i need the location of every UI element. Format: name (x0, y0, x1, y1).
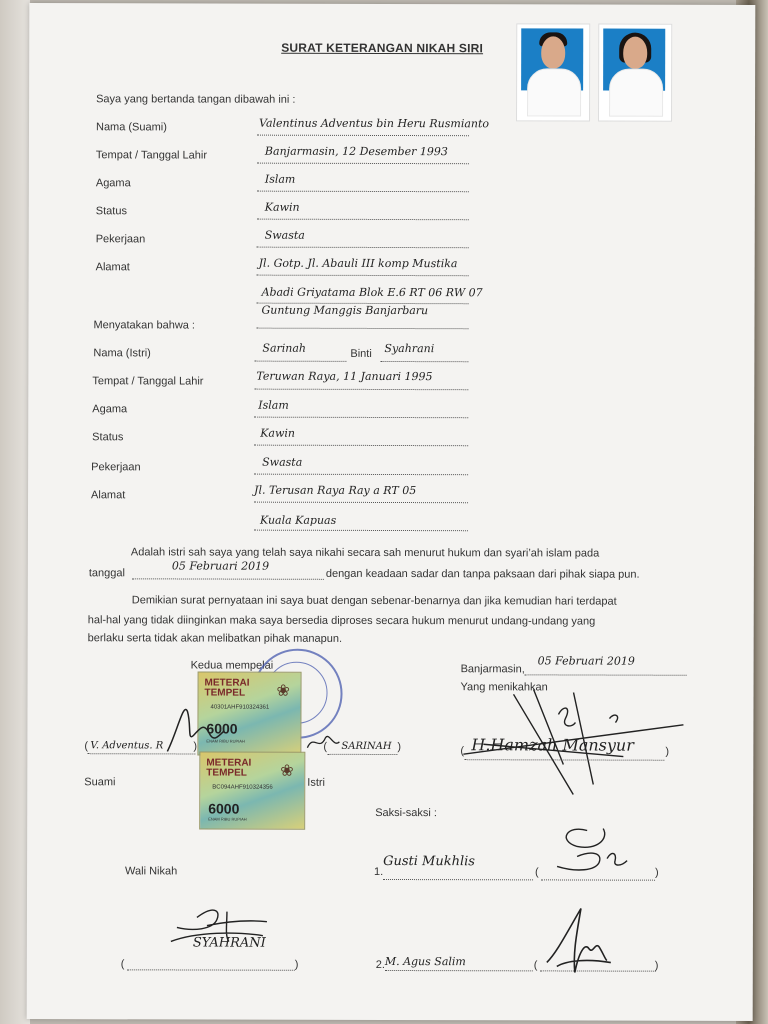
field-line (257, 247, 469, 249)
field-line (254, 417, 468, 419)
document-title: SURAT KETERANGAN NIKAH SIRI (281, 40, 484, 56)
sign-line (383, 879, 533, 880)
sign-line (327, 754, 397, 755)
field-line (257, 163, 469, 165)
field-label: Status (95, 205, 127, 218)
witness-1-signature (547, 820, 637, 876)
wali-signature (167, 901, 277, 961)
paragraph-2-line-3: berlaku serta tidak akan melibatkan pihak manapun. (87, 632, 343, 645)
field-line (257, 219, 469, 221)
handwritten-value: Syahrani (384, 341, 435, 356)
handwritten-value: Islam (264, 172, 296, 186)
date-line (525, 674, 687, 675)
handwritten-value: Kawin (264, 200, 300, 214)
field-line (254, 389, 468, 391)
witness-2-sign-open: ( (533, 959, 538, 972)
meterai-subtext: ENAM RIBU RUPIAH (206, 738, 245, 744)
witness-2-signature (537, 902, 617, 982)
handwritten-date: 05 Februari 2019 (537, 654, 635, 668)
garuda-emblem-icon: ❀ (276, 682, 290, 700)
suami-sign-close: ) (193, 740, 198, 753)
background-left (0, 0, 30, 1024)
handwritten-value: Jl. Terusan Raya Ray a RT 05 (254, 483, 417, 498)
paragraph-1-prefix: tanggal (88, 567, 125, 580)
paragraph-2-line-1: Demikian surat pernyataan ini saya buat dengan sebenar-benarnya dan jika kemudian hari terdapat (131, 594, 617, 608)
field-label: Alamat (91, 489, 126, 502)
istri-sign-name: SARINAH (341, 740, 392, 753)
meterai-serial: 40301AHF910324361 (210, 704, 270, 711)
officiant-name: H.Hamzah Mansyur (471, 735, 634, 755)
suami-sign-open: ( (84, 740, 89, 753)
field-label: Pekerjaan (91, 461, 141, 474)
field-line (254, 445, 468, 447)
handwritten-value: Guntung Manggis Banjarbaru (261, 303, 429, 318)
field-label: Pekerjaan (95, 233, 146, 246)
witness-1-sign-open: ( (535, 866, 539, 879)
istri-sign-close: ) (397, 741, 402, 754)
wali-name: SYAHRANI (192, 935, 266, 951)
wali-sign-close: ) (294, 958, 299, 971)
place-label: Banjarmasin, (460, 663, 525, 676)
witness-2-name: M. Agus Salim (384, 954, 466, 969)
date-line (132, 578, 324, 580)
witness-1-sign-close: ) (655, 866, 659, 879)
istri-sign-open: ( (323, 740, 328, 753)
field-line (380, 361, 468, 362)
witness-1-name: Gusti Mukhlis (383, 853, 475, 870)
suami-label: Suami (84, 776, 116, 789)
field-line (257, 135, 469, 137)
sign-line (127, 969, 295, 970)
paragraph-1-suffix: dengan keadaan sadar dan tanpa paksaan dari pihak siapa pun. (325, 567, 640, 581)
field-line (254, 474, 468, 476)
field-line (254, 530, 468, 532)
handwritten-value: Kuala Kapuas (259, 513, 337, 527)
photo-wife (598, 24, 672, 122)
yang-menikahkan-label: Yang menikahkan (460, 681, 548, 694)
garuda-emblem-icon: ❀ (280, 762, 294, 780)
suami-sign-name: V. Adventus. R (90, 740, 164, 752)
field-label: Agama (95, 177, 131, 190)
intro-text: Saya yang bertanda tangan dibawah ini : (96, 93, 296, 106)
handwritten-value: Sarinah (262, 341, 307, 355)
handwritten-value: Swasta (262, 455, 303, 469)
field-label: Nama (Istri) (93, 347, 151, 360)
field-line (257, 191, 469, 193)
field-line (254, 502, 468, 504)
field-label: Agama (92, 403, 128, 416)
officiant-sign-close: ) (665, 745, 670, 758)
handwritten-value: Swasta (264, 228, 305, 242)
section-heading: Menyatakan bahwa : (93, 319, 196, 332)
field-label: Tempat / Tanggal Lahir (95, 149, 208, 162)
sign-line (87, 753, 195, 754)
document-page (27, 3, 756, 1021)
handwritten-value: Kawin (260, 426, 296, 440)
kedua-mempelai-label: Kedua mempelai (190, 659, 274, 672)
field-label: Alamat (95, 261, 130, 274)
handwritten-date: 05 Februari 2019 (171, 559, 270, 573)
sign-line (385, 970, 533, 971)
officiant-sign-open: ( (460, 745, 465, 758)
meterai-stamp (199, 751, 305, 829)
photo-husband (516, 23, 590, 121)
handwritten-value: Islam (258, 398, 289, 412)
wali-sign-open: ( (120, 958, 125, 971)
witness-2-number: 2. (375, 958, 386, 971)
witness-2-sign-close: ) (654, 959, 659, 972)
meterai-serial: BC094AHF910324356 (212, 784, 273, 791)
handwritten-value: Teruwan Raya, 11 Januari 1995 (256, 369, 433, 384)
meterai-label: METERAI TEMPEL (206, 757, 252, 779)
istri-label: Istri (307, 776, 326, 789)
handwritten-value: Banjarmasin, 12 Desember 1993 (264, 144, 448, 159)
handwritten-value: Abadi Griyatama Blok E.6 RT 06 RW 07 (261, 285, 483, 300)
meterai-subtext: ENAM RIBU RUPIAH (208, 816, 247, 822)
sign-line (541, 879, 655, 880)
meterai-value: 6000 (206, 720, 238, 737)
binti-label: Binti (350, 347, 372, 360)
meterai-label: METERAI TEMPEL (204, 677, 250, 699)
paragraph-1-line-1: Adalah istri sah saya yang telah saya nikahi secara sah menurut hukum dan syari’ah islam pada (130, 546, 600, 560)
wali-nikah-label: Wali Nikah (125, 865, 178, 878)
field-line (257, 275, 469, 277)
field-label: Tempat / Tanggal Lahir (92, 375, 204, 388)
field-label: Nama (Suami) (95, 121, 167, 134)
saksi-label: Saksi-saksi : (375, 806, 437, 820)
handwritten-value: Valentinus Adventus bin Heru Rusmianto (259, 116, 490, 131)
paragraph-2-line-2: hal-hal yang tidak diinginkan maka saya bersedia diproses secara hukum menurut undang-undang yang (87, 614, 596, 628)
meterai-value: 6000 (208, 800, 240, 817)
handwritten-value: Jl. Gotp. Jl. Abauli III komp Mustika (258, 256, 458, 271)
field-line (254, 361, 346, 362)
field-label: Status (92, 431, 124, 444)
field-line (256, 328, 468, 330)
witness-1-number: 1. (374, 865, 384, 878)
